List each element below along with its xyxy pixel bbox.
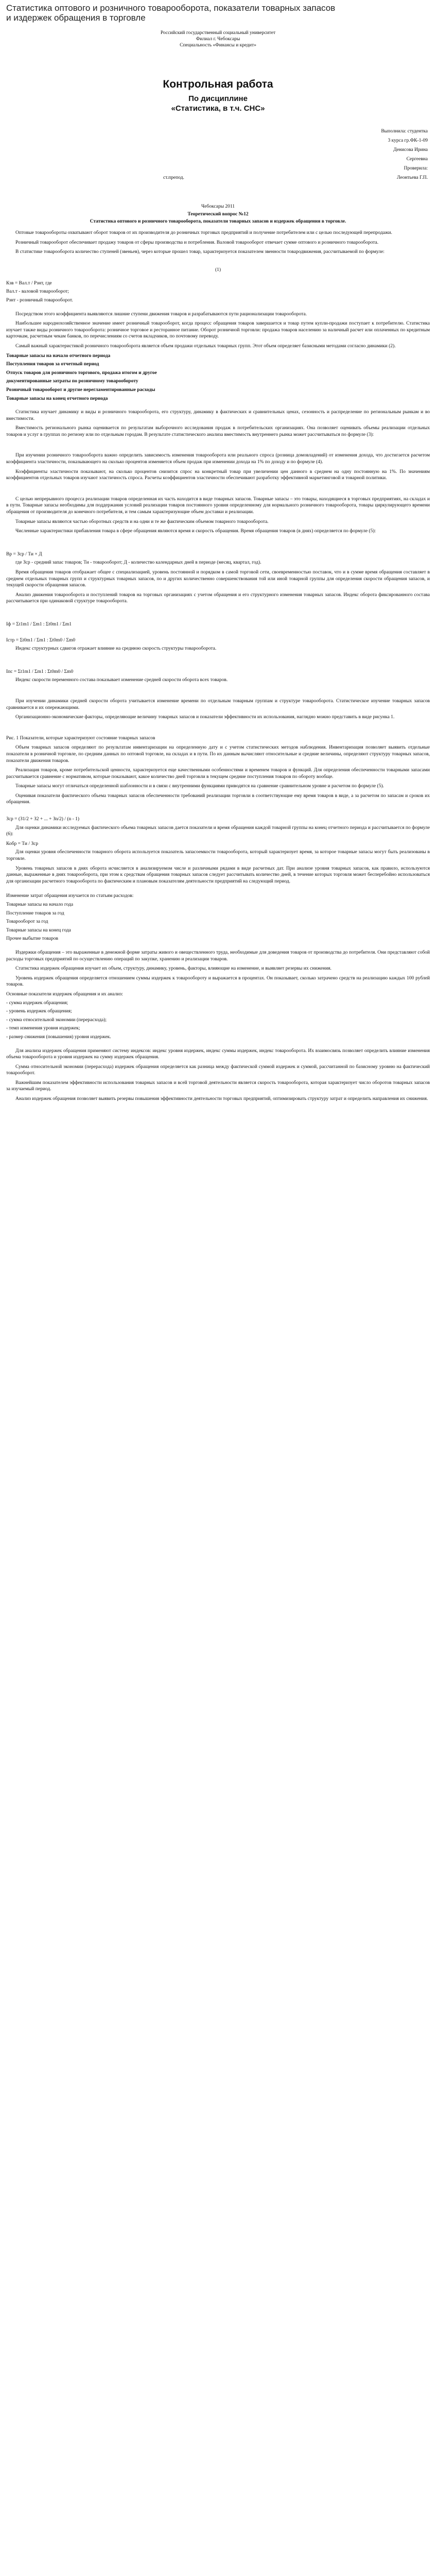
discipline-name: «Статистика, в т.ч. СНС» <box>171 104 265 113</box>
body-paragraph: При изучении динамики средней скорости оборота учитывается изменение времени по отдельным товарным группам и структуре товарооборота. Статистическое изучение товарных запасов сравнивается и их опережающими. <box>6 698 430 710</box>
balance-item: Поступления товаров за отчетный период <box>6 362 99 367</box>
specialty-name: Специальность «Финансы и кредит» <box>180 43 256 48</box>
closing-paragraph: Статистика издержек обращения изучает их объем, структуру, динамику, уровень, факторы, влияющие на изменение, и выявляет резервы их снижения. <box>15 966 332 972</box>
consumption-item: Товарооборот за год <box>6 919 48 925</box>
closing-paragraph: Для анализа издержек обращения применяют систему индексов: индекс уровня издержек, индекс суммы издержек, индекс товарооборота. Их взаимосвязь позволяет определить влияние изменения объема товарооборота и уровня издержек на сумму издержек обращения. <box>6 1048 430 1060</box>
balance-item: Товарные запасы на конец отчетного периода <box>6 396 108 401</box>
closing-paragraph: Издержки обращения – это выраженные в денежной форме затраты живого и овеществленного труда, необходимые для доведения товаров от производства до потребителя. Они представляют собой расходы торговых предприятий по осуществлению операций по закупке, хранению и реализации товаров. <box>6 950 430 962</box>
body-paragraph: Уровень товарных запасов в днях оборота исчисляется в анализируемом числе и различными рядами в виде расчетных дат. При анализе уровня товарных запасов, как правило, используются данные, выраженные в днях товарооборота, при этом к средствам обращения товарных запасов следует рассчитывать количество дней, в течение которых торговля может бесперебойно использоваться для организации расчетного товарооборота по фактическим и плановым показателям деятельности предприятий на следующий период. <box>6 866 430 884</box>
branch-name: Филиал г. Чебоксары <box>196 37 240 42</box>
intro-paragraph: Оптовые товарообороты охватывают оборот товаров от их производителя до розничных торговых предприятий и получение потребителем или с целью последующей перепродажи. <box>15 230 392 235</box>
intro-paragraph: В статистике товарооборота количество ступеней (звеньев), через которые прошел товар, характеризуется показателем звенности товародвижения, рассчитываемой по формуле: <box>15 249 385 255</box>
formula-line: Вр = Зср / Ти × Д <box>6 551 42 557</box>
closing-paragraph: Уровень издержек обращения определяется отношением суммы издержек к товарообороту и выражается в процентах. Он показывает, сколько затрачено средств на реализацию каждых 100 рублей товаров. <box>6 975 430 988</box>
student-name: Денисова Ирина <box>393 147 428 152</box>
city-year: Чебоксары 2011 <box>201 204 235 209</box>
student-patronymic: Сергеевна <box>406 157 428 162</box>
cost-item: - сумма относительной экономии (перерасхода); <box>6 1017 107 1023</box>
balance-item: Розничный товарооборот и другие нерегламентированные расходы <box>6 387 155 393</box>
formula-line: Кзв = Вал.т / Рзнт, где <box>6 280 52 286</box>
cost-item: - уровень издержек обращения; <box>6 1009 72 1014</box>
teacher-row <box>6 173 430 182</box>
cost-item: - темп изменения уровня издержек; <box>6 1026 80 1031</box>
body-paragraph: Коэффициенты эластичности показывают, на сколько процентов снизится спрос на конкретный товар при увеличении цен данного в среднем на одну постоянную на 1%. По значениям коэффициентов отдельных товаров изучают эластичность спроса. Расчеты коэффициентов эластичности обеспечивают разработку эффективной маркетинговой и товарной политики. <box>6 469 430 481</box>
balance-item: Товарные запасы на начало отчетного периода <box>6 353 111 359</box>
teacher-position: ст.препод. <box>163 175 184 180</box>
body-paragraph: Для оценки динамики исследуемых фактического объема товарных запасов дается показатели и время обращения каждой товарной группы на конец отчетного периода и рассчитывается по формуле (6): <box>6 825 430 837</box>
body-paragraph: Наибольшее народнохозяйственное значение имеет розничный товарооборот, когда процесс обращения товаров завершается и товар путем купли-продажи поступает к потребителю. Статистика изучает также виды розничного товарооборота: розничное торговое и ресторанное питание. Оборот розничной торговли: продажа товаров населению за наличный расчет или оплаченных по кредитным карточкам, расчетным чекам банков, по перечислениям со счетов вкладчиков, по почтовому переводу. <box>6 321 430 340</box>
formula-line: Кобр = Ти / Зср <box>6 841 39 846</box>
body-paragraph: Товарные запасы являются частью оборотных средств и на одни и те же фактическим объемом товарного товарооборота. <box>15 519 269 524</box>
plan-block <box>6 211 430 225</box>
body-paragraph: Товарные запасы могут отличаться определенной шаблонности и в связи с внутренними функциями приводятся на сравнение сравнительном уровне и расчетом по формуле (5). <box>15 784 384 789</box>
question-heading: Теоретический вопрос №12 <box>187 212 249 217</box>
cost-heading: Основные показатели издержек обращения и их анализ: <box>6 991 123 997</box>
body-paragraph: Самый важный характеристикой розничного товарооборота является объем продажи отдельных товарных групп. Этот объем определяет базисными методами согласно динамики (2). <box>15 343 396 349</box>
student-course: 3 курса гр.ФК-1-09 <box>388 138 428 143</box>
question-topic: Статистика оптового и розничного товарооборота, показатели товарных запасов и издержек обращения в торговле. <box>90 219 346 224</box>
author-block <box>6 127 430 182</box>
body-paragraph: При изучении розничного товарооборота важно определить зависимость изменения товарооборота или реального спроса (розница домовладений) от изменения дохода, что достигается расчетом коэффициента эластичности, показывающего на сколько процентов изменяется объем продаж при изменении дохода на 1% по доходу и по формуле (4). <box>6 453 430 465</box>
consumption-item: Поступление товаров за год <box>6 910 64 916</box>
work-title: Контрольная работа <box>163 78 273 90</box>
teacher-name: Леонтьева Г.П. <box>396 175 428 180</box>
cost-item: - размер снижения (повышения) уровня издержек. <box>6 1034 111 1040</box>
body-paragraph: Численные характеристики прибавления товара в сфере обращения являются время и скорость обращения. Время обращения товаров (в днях) определяется по формуле (5): <box>15 529 376 534</box>
figure-caption: Рис. 1 Показатели, которые характеризуют состояние товарных запасов <box>6 735 155 741</box>
body-paragraph: Реализация товаров, кроме потребительской ценности, характеризуется еще качественными особенностями и временем товаров и функций. Для определения обеспеченности товарными запасами рассчитывается сравнение с нормативом, которые показывают, какое количество дней торговли в текущем средние поступления товаров по обороту вообще. <box>6 768 430 779</box>
checked-label: Проверила: <box>404 166 428 171</box>
performed-label: Выполнила: студентка <box>381 129 428 134</box>
formula-line: Вал.т - валовой товарооборот; <box>6 289 69 295</box>
formula-line: Зср = (З1/2 + З2 + ... + Зn/2) / (n - 1) <box>6 817 80 822</box>
closing-paragraph: Сумма относительной экономии (перерасхода) издержек обращения определяется как разница между фактической суммой издержек и суммой, рассчитанной по базисному уровню на фактический товарооборот. <box>6 1064 430 1076</box>
closing-paragraph: Анализ издержек обращения позволяет выявить резервы повышения эффективности деятельности торговых предприятий, оптимизировать структуру затрат и определить направления их снижения. <box>15 1096 428 1102</box>
body-paragraph: Для оценки уровня обеспеченности товарного оборота используется показатель запасоемкости товарооборота, который характеризует время, за которое товарные запасы могут быть реализованы в торговле. <box>6 850 430 862</box>
body-paragraph: где Зср - средний запас товаров; Ти - товарооборот; Д - количество календарных дней в периоде (месяц, квартал, год). <box>15 560 261 566</box>
document-title: Статистика оптового и розничного товарооборота, показатели товарных запасов и издержек обращения в торговле <box>6 3 336 23</box>
consumption-item: Товарные запасы на конец года <box>6 927 71 933</box>
body-paragraph: Статистика изучает динамику и виды и розничного товарооборота, его структуру, динамику в фактических и сравнительных ценах, сезонность и распределение по региональным рынкам и во вместимости. <box>6 410 430 421</box>
university-name: Российский государственный социальный университет <box>160 30 276 36</box>
body-paragraph: Анализ движения товарооборота и поступлений товаров на торговых организациях с учетом обращения и его структурного изменения товарных запасов. Индекс оборота фиксированного состава рассчитывается при одинаковой структуре товарооборота. <box>6 592 430 604</box>
consumption-heading: Изменение затрат обращения изучается по статьям расходов: <box>6 893 134 899</box>
cost-item: - сумма издержек обращения; <box>6 1000 68 1006</box>
consumption-item: Прочее выбытие товаров <box>6 936 58 942</box>
body-paragraph: Индекс структурных сдвигов отражает влияние на среднюю скорость структуры товарооборота. <box>15 646 217 652</box>
body-paragraph: С целью непрерывного процесса реализации товаров определенная их часть находится в виде товарных запасов. Товарные запасы – это товары, находящиеся в торговых предприятиях, на складах и в пути. Товарные запасы необходимы для поддержания условий реализации товаров постоянного уровня определенному для нормального розничного товарооборота, товары циркулирующего времени обращения от производителя до конечного потребителя, и тем самым характеризующие объем доставки и реализации. <box>6 496 430 515</box>
discipline-label: По дисциплине <box>188 94 248 103</box>
balance-item: документированные затраты по розничному товарообороту <box>6 379 138 384</box>
intro-paragraph: Розничный товарооборот обеспечивает продажу товаров от сферы производства и потребления. Валовой товарооборот отвечает сумме оптового и розничного товарооборота. <box>15 240 379 245</box>
formula-line: Iф = Σt1m1 / Σm1 : Σt0m1 / Σm1 <box>6 621 72 627</box>
formula-line: Iпс = Σt1m1 / Σm1 : Σt0m0 / Σm0 <box>6 669 74 674</box>
body-paragraph: Время обращения товаров отображает общее с специализацией, уровень постоянной и порядком в самой торговой сети, своевременностью поставок, что и в сумме время обращения составляет в среднем отдельных товарных групп и структурных товарных запасов, по и других количественно совершенствования той или иной товарной группы для определения скорости обращения запасов, и текущей скорости обращения запасов. <box>6 570 430 588</box>
formula-number: (1) <box>215 267 221 273</box>
body-paragraph: Индекс скорости переменного состава показывает изменение средней скорости оборота всех товаров. <box>15 677 228 683</box>
body-paragraph: Оценивая показатели фактического объема товарных запасов обеспеченности требований реализации торговли в соответствующие ему время товаров в виде, а за расчетом по запасам и сроков их обращения. <box>6 793 430 805</box>
body-paragraph: Вместимость регионального рынка оценивается по результатам выборочного исследования продаж в потребительских организациях. Она позволяет оценивать объемы реализации отдельных товаров и услуг в группах по региону или по отдельным городам. В результате статистического анализа вместимость внутреннего рынка может рассчитываться по формуле (3): <box>6 426 430 437</box>
formula-line: Iстр = Σt0m1 / Σm1 : Σt0m0 / Σm0 <box>6 637 76 643</box>
formula-line: Рзнт - розничный товарооборот. <box>6 297 73 303</box>
body-paragraph: Организационно-экономические факторы, определяющие величину товарных запасов и показатели эффективности их использования, наглядно можно представить в виде рисунка 1. <box>15 715 395 720</box>
closing-paragraph: Важнейшим показателем эффективности использования товарных запасов и всей торговой деятельности является скорость товарооборота, которая характеризует число оборотов товарных запасов за изучаемый период. <box>6 1080 430 1092</box>
consumption-item: Товарные запасы на начало года <box>6 902 74 907</box>
balance-item: Отпуск товаров для розничного торгового, продажа итогом и другое <box>6 370 157 376</box>
body-paragraph: Объем товарных запасов определяют по результатам инвентаризации на определенную дату и с учетом статистических методов наблюдения. Инвентаризация позволяет выявить отдельные показатели в розничной торговле, по средним данных по оптовой торговле, на складах и в пути. По их данным вычисляют относительные и средние величины, определяют структуру товарных запасов, показатели движения товаров. <box>6 745 430 764</box>
body-paragraph: Посредством этого коэффициента выявляются лишние ступени движения товаров и разрабатываются пути рационализации товарооборота. <box>15 311 307 317</box>
